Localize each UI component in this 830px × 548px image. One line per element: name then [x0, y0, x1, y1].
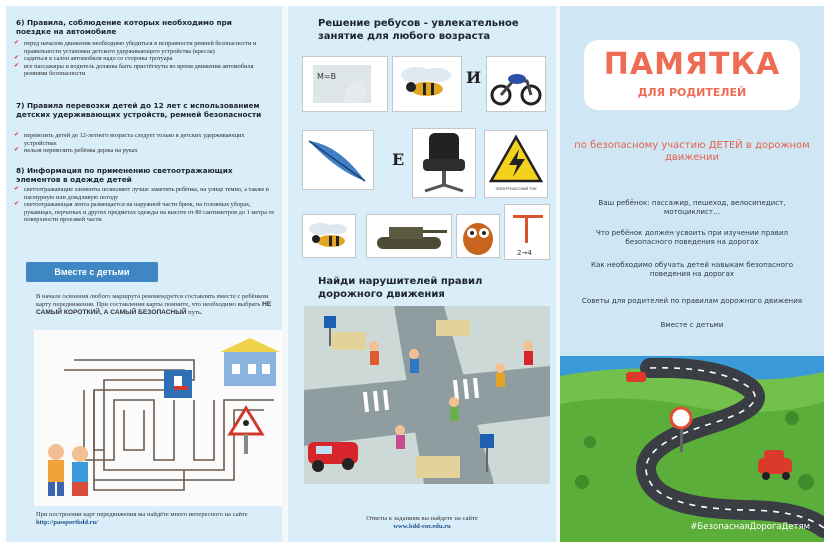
maze-image [34, 330, 282, 506]
rebus-feather-image [302, 130, 374, 190]
topic-item: Советы для родителей по правилам дорожного движения [581, 296, 803, 305]
tank-icon [367, 215, 451, 257]
rebus-formula: М=В [317, 72, 337, 81]
page-title: ПАМЯТКА [603, 47, 781, 82]
right-panel [560, 6, 824, 542]
wasp-icon [393, 57, 461, 111]
topic-item: Ваш ребёнок: пассажир, пешеход, велосипедист, мотоциклист… [598, 198, 786, 217]
together-banner-label: Вместе с детьми [54, 267, 130, 277]
rebus-owl-image [456, 214, 500, 258]
rebus-hand-image [302, 56, 388, 112]
hand-icon [303, 57, 387, 111]
road-landscape [560, 332, 824, 542]
topic-item: Вместе с детьми [660, 320, 724, 329]
list-item: ✔ перевозить детей до 12-летнего возраста следует только в детских удерживающих устройствах [14, 132, 276, 147]
rebus-crane-image [504, 204, 550, 260]
answers-link[interactable]: www.bdd-eor.edu.ru [393, 523, 451, 530]
list-item: ✔ садиться в салон автомобиля надо со стороны тротуара [14, 55, 276, 63]
rebus-tank-image [366, 214, 452, 258]
section7-list [14, 132, 276, 155]
middle-panel [288, 6, 556, 542]
title-plate [584, 40, 800, 110]
sign-caption: ЭЛЕКТРИЧЕСКИЙ ТОК [495, 187, 537, 191]
list-item: ✔ все пассажиры и водитель должны быть пристёгнуты во время движения автомобиля ремнями безопасности [14, 63, 276, 78]
rebus-chair-image [412, 128, 476, 198]
left-panel [6, 6, 282, 542]
list-item: ✔ перед началом движения необходимо убедиться в исправности ремней безопасности и правильности установки детского удерживающего устройства (кресла) [14, 40, 276, 55]
section8-list [14, 186, 276, 224]
svg-text:2→4: 2→4 [517, 249, 532, 257]
page-subtitle: ДЛЯ РОДИТЕЛЕЙ [637, 86, 747, 99]
violators-title: Найди нарушителей правил дорожного движения [318, 276, 483, 300]
owl-icon [457, 215, 499, 257]
street-scene [304, 306, 550, 484]
rebus-motorcycle-image [486, 56, 546, 112]
list-item: ✔ светоотражающие элементы позволяют лучше заметить ребёнка, на улице темно, а также в пасмурную или дождливую погоду [14, 186, 276, 201]
intro-paragraph: В начале освоения любого маршрута рекомендуется составлять вместе с ребёнком карту передвижения. При составлении карты помните, что необходимо выбрать НЕ САМЫЙ КОРОТКИЙ, А САМЫЙ БЕЗОПАСНЫЙ путь. [36, 293, 272, 317]
topic-item: Как необходимо обучать детей навыкам безопасного поведения на дорогах [590, 260, 794, 279]
rebus-letter-2: Е [392, 150, 405, 169]
armchair-icon [413, 129, 475, 197]
street-scene-image [304, 306, 550, 484]
rebus-letter-1: И [466, 68, 482, 87]
wasp-icon [303, 215, 355, 257]
rebus-wasp2-image [302, 214, 356, 258]
motorcycle-icon [487, 57, 545, 111]
crane-icon [505, 205, 549, 259]
rebus-wasp-image [392, 56, 462, 112]
hashtag: #БезопаснаяДорогаДетям [690, 522, 810, 532]
rebus-title: Решение ребусов - увлекательное занятие для любого возраста [318, 18, 519, 42]
brochure [6, 6, 824, 542]
intro-bold: НЕ САМЫЙ КОРОТКИЙ, А САМЫЙ БЕЗОПАСНЫЙ [36, 301, 272, 317]
section6-title: 6) Правила, соблюдение которых необходимо при поездке на автомобиле [16, 18, 232, 36]
feather-icon [303, 131, 373, 189]
topic-item: Что ребёнок должен усвоить при изучении правил безопасного поведения на дорогах [595, 228, 788, 247]
passport-link[interactable]: http://passportbdd.ru/ [36, 519, 98, 526]
section8-title: 8) Информация по применению светоотражающих элементов в одежде детей [16, 166, 233, 184]
section7-title: 7) Правила перевозки детей до 12 лет с использованием детских удерживающих устройств, ремней безопасности [16, 101, 262, 119]
rebus-sign-image [484, 130, 548, 198]
together-banner [26, 262, 158, 282]
list-item: ✔ нельзя перевозить ребёнка держа на руках [14, 147, 276, 155]
tagline: по безопасному участию ДЕТЕЙ в дорожном движении [574, 140, 810, 163]
list-item: ✔ светоотражающая лента размещается на наружной части брюк, на головных уборах, рукавицах, перчатках и других предметах одежды на высоте от 80 сантиметров до 1 метра от поверхности проезжей части [14, 201, 276, 224]
section6-list [14, 40, 276, 78]
footer-note: При построении карт передвижения вы найдёте много интересного на сайте http://passportbdd.ru/ [36, 511, 248, 526]
answers-note: Ответы к заданиям вы найдете на сайте www.bdd-eor.edu.ru [366, 515, 478, 530]
maze-illustration [34, 330, 282, 506]
